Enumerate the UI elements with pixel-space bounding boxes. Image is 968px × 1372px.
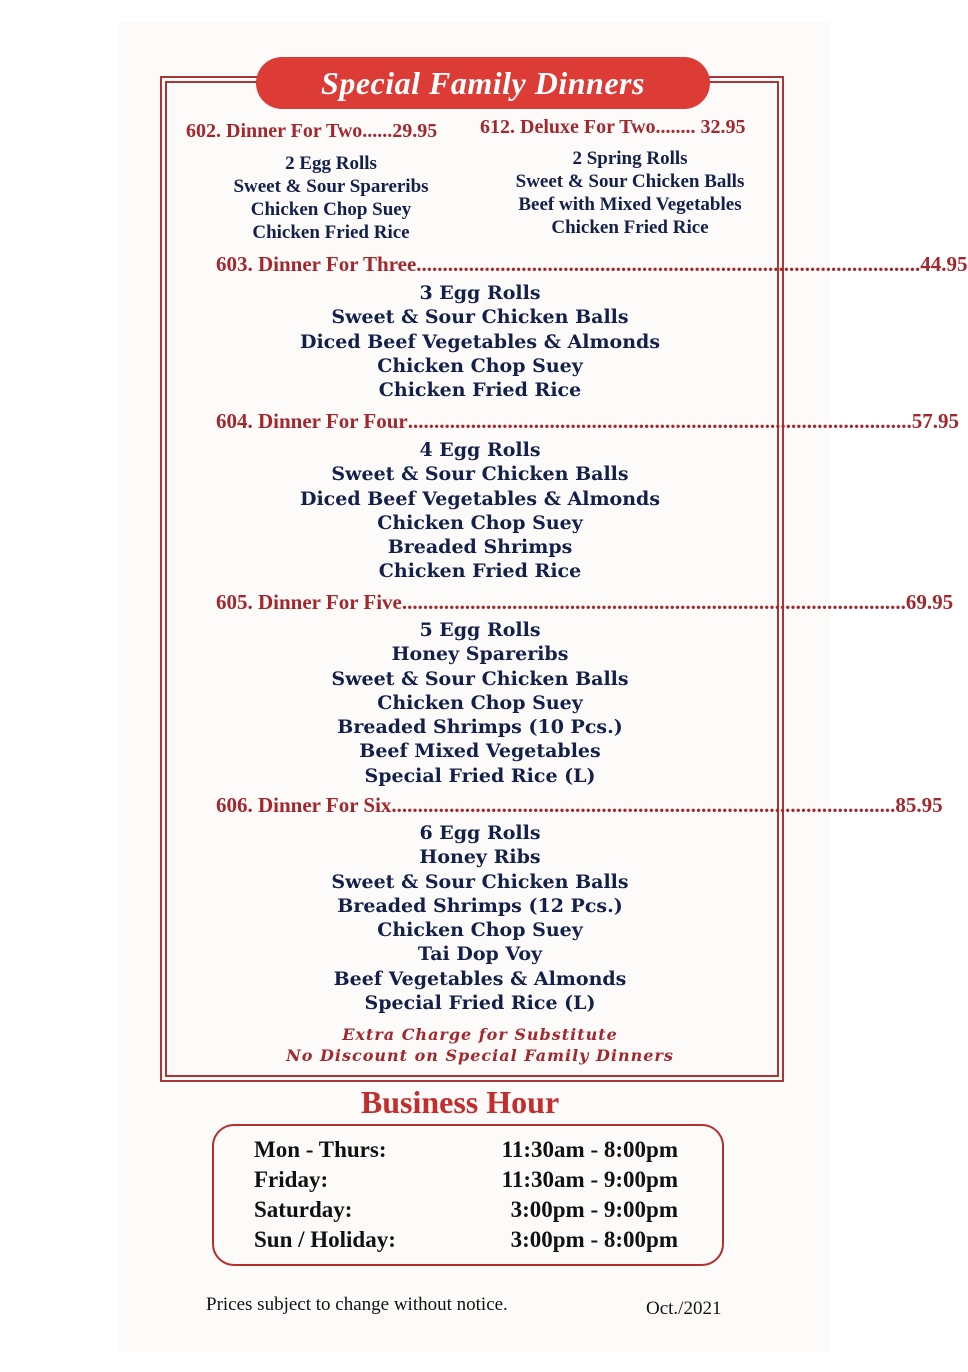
menu-item: 4 Egg Rolls [419, 439, 541, 461]
dinner-603-items [260, 281, 700, 402]
menu-item: Chicken Fried Rice [378, 379, 582, 402]
dinner-name: 604. Dinner For Four [216, 409, 408, 433]
dinner-605-items [260, 618, 700, 788]
menu-item: Chicken Fried Rice [378, 560, 582, 583]
menu-item: Sweet & Sour Chicken Balls [331, 306, 629, 329]
dinner-612-header: 612. Deluxe For Two........ 32.95 [480, 116, 746, 138]
menu-item: Chicken Fried Rice [551, 217, 709, 238]
menu-item: Beef with Mixed Vegetables [518, 194, 742, 215]
dinner-604-header [216, 409, 959, 434]
hours-time: 11:30am - 8:00pm [501, 1137, 678, 1162]
leader-dots: ................................................................................................ [391, 793, 896, 817]
dinner-602-header: 602. Dinner For Two......29.95 [186, 120, 438, 142]
menu-item: Sweet & Sour Chicken Balls [331, 463, 629, 486]
price-disclaimer: Prices subject to change without notice. [206, 1294, 508, 1315]
menu-item: Chicken Chop Suey [377, 354, 583, 377]
dinner-603-header [216, 252, 968, 277]
menu-item: Beef Vegetables & Almonds [333, 967, 627, 990]
menu-item: Special Fried Rice (L) [364, 764, 596, 787]
dinner-price: 57.95 [911, 409, 959, 433]
dinner-price: 69.95 [905, 590, 954, 614]
menu-item: Sweet & Sour Chicken Balls [331, 870, 629, 893]
menu-item: Breaded Shrimps [387, 536, 573, 559]
dinner-price: 85.95 [895, 793, 943, 817]
menu-item: Chicken Chop Suey [377, 691, 583, 714]
dinner-606-header [216, 793, 943, 818]
hours-day: Friday: [254, 1167, 329, 1192]
menu-item: Breaded Shrimps (12 Pcs.) [337, 894, 623, 917]
page-title: Special Family Dinners [321, 64, 645, 101]
menu-item: 2 Egg Rolls [285, 153, 377, 174]
hours-time: 3:00pm - 8:00pm [510, 1227, 678, 1252]
menu-item: 5 Egg Rolls [419, 619, 541, 641]
menu-item: 6 Egg Rolls [419, 822, 541, 844]
leader-dots: ................................................................................................ [401, 590, 906, 614]
menu-item: Sweet & Sour Chicken Balls [515, 171, 745, 192]
dinner-name: 603. Dinner For Three [216, 252, 417, 276]
hours-day: Sun / Holiday: [254, 1227, 396, 1252]
menu-item: Beef Mixed Vegetables [359, 740, 601, 763]
menu-item: Breaded Shrimps (10 Pcs.) [337, 716, 623, 739]
title-banner [256, 57, 710, 109]
dinner-605-header [216, 590, 954, 615]
menu-item: Tai Dop Voy [417, 943, 543, 966]
dinner-name: 605. Dinner For Five [216, 590, 402, 614]
menu-item: Chicken Fried Rice [252, 222, 410, 243]
business-hour-title: Business Hour [360, 1084, 560, 1120]
hours-day: Saturday: [254, 1197, 353, 1222]
menu-item: Diced Beef Vegetables & Almonds [299, 330, 661, 353]
menu-item: Honey Spareribs [391, 643, 569, 666]
dinner-name: 606. Dinner For Six [216, 793, 392, 817]
menu-item: Chicken Chop Suey [377, 511, 583, 534]
dinner-price: 44.95 [920, 252, 968, 276]
dinner-604-items [260, 438, 700, 584]
leader-dots: ................................................................................................ [407, 409, 912, 433]
hours-time: 11:30am - 9:00pm [501, 1167, 678, 1192]
menu-item: Sweet & Sour Chicken Balls [331, 667, 629, 690]
menu-item: Chicken Chop Suey [377, 919, 583, 942]
substitute-note: Extra Charge for Substitute [342, 1025, 618, 1044]
menu-item: Special Fried Rice (L) [364, 992, 596, 1015]
menu-item: Sweet & Sour Spareribs [233, 176, 429, 197]
dinner-612-items [480, 147, 780, 239]
hours-day: Mon - Thurs: [254, 1137, 387, 1162]
dinner-606-items [260, 821, 700, 1015]
hours-time: 3:00pm - 9:00pm [510, 1197, 678, 1222]
menu-item: Honey Ribs [419, 846, 541, 869]
menu-date: Oct./2021 [646, 1298, 722, 1319]
menu-item: 2 Spring Rolls [572, 148, 688, 169]
leader-dots: ................................................................................................ [416, 252, 921, 276]
dinner-602-items [186, 152, 476, 244]
menu-item: Diced Beef Vegetables & Almonds [299, 487, 661, 510]
menu-item: Chicken Chop Suey [250, 199, 412, 220]
discount-note: No Discount on Special Family Dinners [286, 1046, 674, 1065]
menu-item: 3 Egg Rolls [419, 282, 541, 304]
